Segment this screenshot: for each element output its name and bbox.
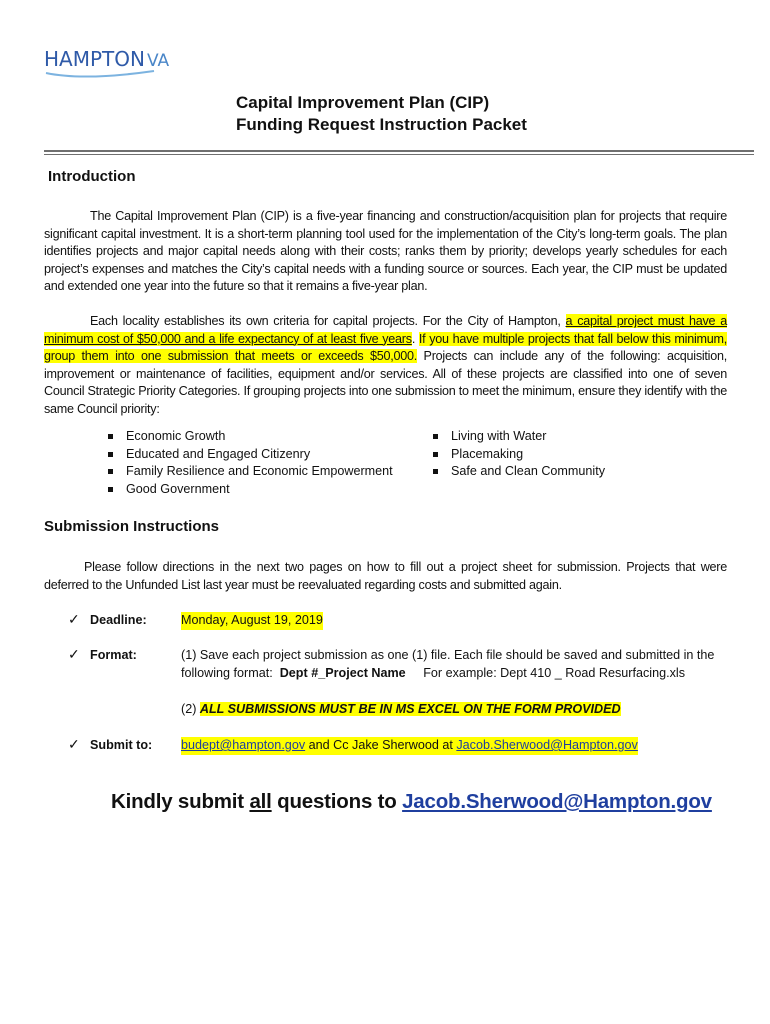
page-title (236, 92, 527, 136)
list-item: Living with Water (429, 428, 605, 446)
sherwood-email-link[interactable]: Jacob.Sherwood@Hampton.gov (456, 738, 638, 752)
highlight-minimum-cost: a capital project must have a minimum cost of $50,000 and a life expectancy of at least five years (44, 314, 727, 346)
logo-swoosh-icon (44, 69, 156, 81)
submit-to-value: budept@hampton.gov and Cc Jake Sherwood at Jacob.Sherwood@Hampton.gov (181, 737, 638, 755)
logo-suffix: VA (146, 51, 170, 71)
priority-list-right (429, 428, 605, 481)
title-line-1: Capital Improvement Plan (CIP) (236, 93, 490, 112)
list-item: Educated and Engaged Citizenry (104, 446, 393, 464)
checkmark-icon: ✓ (68, 611, 80, 627)
highlight-group-projects: If you have multiple projects that fall below this minimum, group them into one submission that meets or exceeds $50,000. (44, 331, 728, 364)
list-item: Economic Growth (104, 428, 393, 446)
submit-label: Submit to: (90, 738, 153, 752)
hampton-logo (44, 47, 170, 87)
excel-requirement: ALL SUBMISSIONS MUST BE IN MS EXCEL ON THE FORM PROVIDED (199, 702, 621, 716)
format-line-3: (2) ALL SUBMISSIONS MUST BE IN MS EXCEL ON THE FORM PROVIDED (181, 702, 621, 716)
closing-email-link[interactable]: Jacob.Sherwood@Hampton.gov (402, 790, 712, 813)
list-item: Good Government (104, 481, 393, 499)
budget-email-link[interactable]: budept@hampton.gov (181, 738, 306, 752)
checkmark-icon: ✓ (68, 736, 80, 752)
list-item: Family Resilience and Economic Empowerment (104, 463, 393, 481)
introduction-heading: Introduction (48, 168, 136, 185)
priority-list-left (104, 428, 393, 498)
deadline-value: Monday, August 19, 2019 (181, 612, 323, 630)
intro-paragraph-1: The Capital Improvement Plan (CIP) is a five-year financing and construction/acquisition plan for projects that require significant capital investment. It is a short-term planning tool used for the implementation of the City’s long-term goals. The plan identifies projects and major capital needs along with their costs; ranks them by priority; develops yearly schedules for each project’s expenses and matches the City’s capital needs with a funding source or sources. Each year, the CIP must be updated and extended one year into the future so that it remains a five-year plan. (44, 209, 727, 294)
title-line-2: Funding Request Instruction Packet (236, 115, 527, 134)
format-line-1: (1) Save each project submission as one (1) file. Each file should be saved and submitted in the (181, 648, 715, 662)
logo-name: HAMPTON (44, 47, 145, 71)
divider (44, 154, 754, 155)
deadline-label: Deadline: (90, 613, 147, 627)
intro-paragraph-2: Each locality establishes its own criteria for capital projects. For the City of Hampton, a capital project must have a minimum cost of $50,000 and a life expectancy of at least five years. If you have multiple projects that fall below this minimum, group them into one submission that meets or exceeds $50,000. Projects can include any of the following: acquisition, improvement or maintenance of facilities, equipment and/or services. All of these projects are classified into one of seven Council Strategic Priority Categories. If grouping projects into one submission to meet the minimum, ensure they identify with the same Council priority: (44, 314, 728, 416)
closing-statement: Kindly submit all questions to Jacob.Sherwood@Hampton.gov (111, 790, 712, 813)
submission-heading: Submission Instructions (44, 518, 220, 535)
submission-paragraph: Please follow directions in the next two pages on how to fill out a project sheet for submission. Projects that were deferred to the Unfunded List last year must be reevaluated regarding costs and submitted again. (44, 560, 727, 592)
divider (44, 150, 754, 152)
format-line-2: following format: Dept #_Project Name For example: Dept 410 _ Road Resurfacing.xls (181, 666, 685, 680)
format-label: Format: (90, 648, 137, 662)
list-item: Placemaking (429, 446, 605, 464)
checkmark-icon: ✓ (68, 646, 80, 662)
list-item: Safe and Clean Community (429, 463, 605, 481)
